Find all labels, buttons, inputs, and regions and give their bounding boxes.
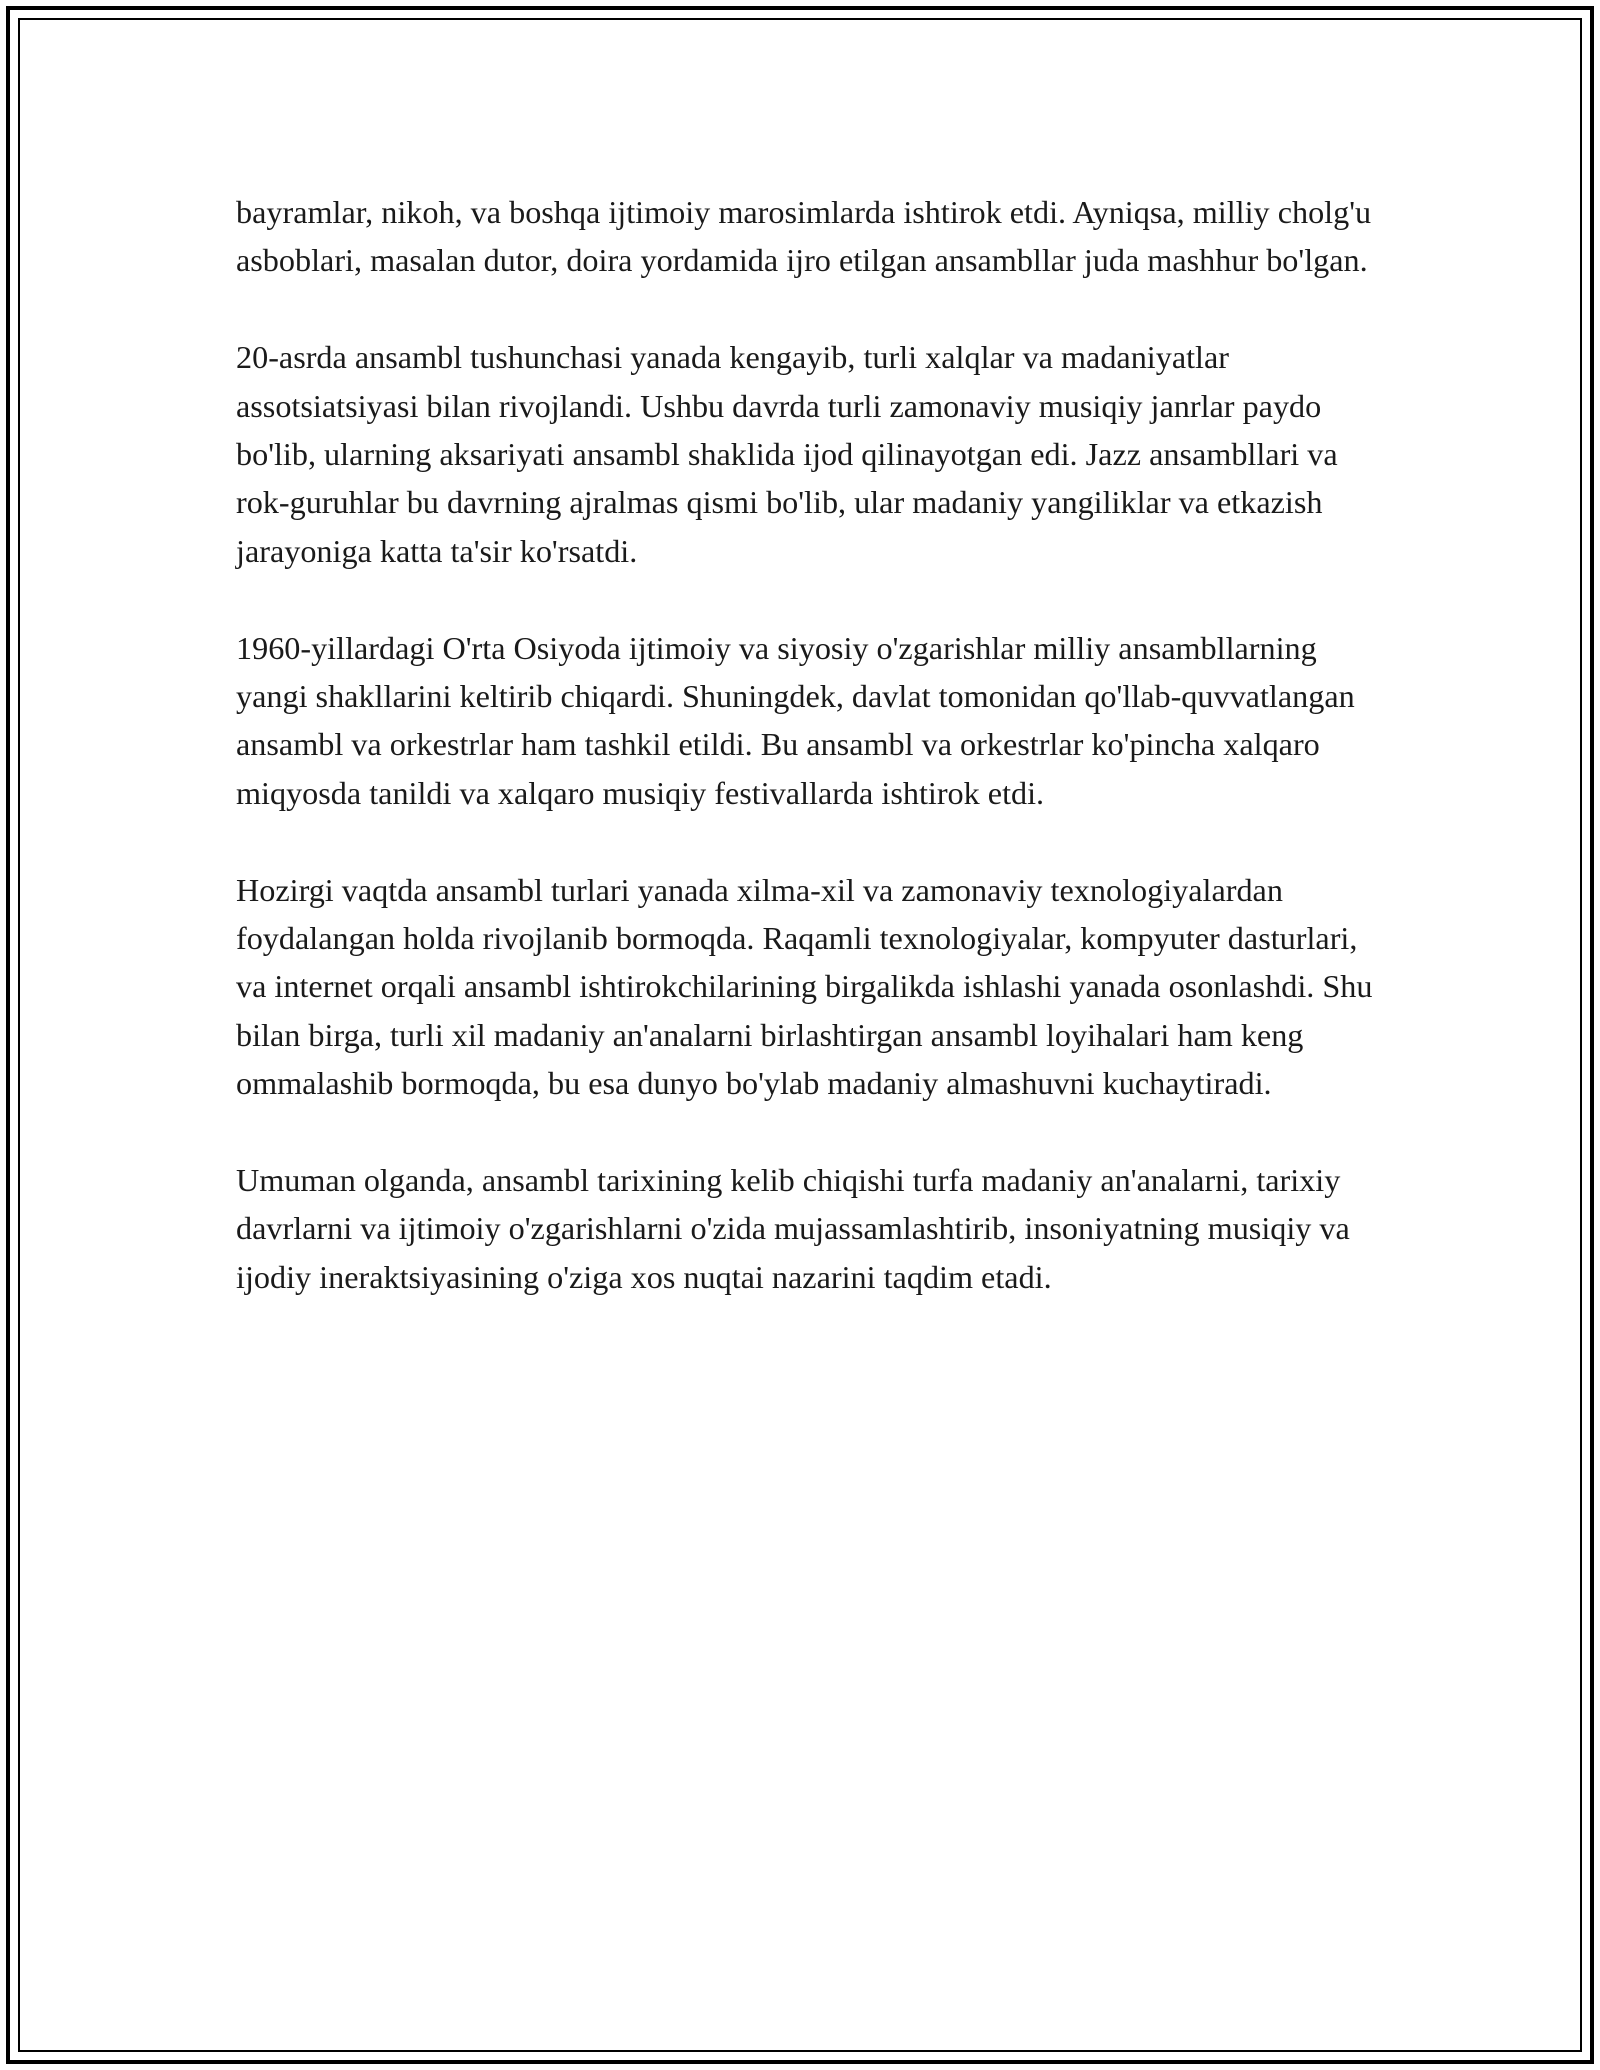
document-body — [236, 188, 1381, 1301]
paragraph-5: Umuman olganda, ansambl tarixining kelib chiqishi turfa madaniy an'analarni, tarixiy davrlarni va ijtimoiy o'zgarishlarni o'zida mujassamlashtirib, insoniyatning musiqiy va ijodiy ineraktsiyasining o'ziga xos nuqtai nazarini taqdim etadi. — [236, 1162, 1350, 1295]
paragraph-4: Hozirgi vaqtda ansambl turlari yanada xilma-xil va zamonaviy texnologiyalardan foydalangan holda rivojlanib bormoqda. Raqamli texnologiyalar, kompyuter dasturlari, va internet orqali ansambl ishtirokchilarining birgalikda ishlashi yanada osonlashdi. Shu bilan birga, turli xil madaniy an'analarni birlashtirgan ansambl loyihalari ham keng ommalashib bormoqda, bu esa dunyo bo'ylab madaniy almashuvni kuchaytiradi. — [236, 871, 1373, 1102]
paragraph-3: 1960-yillardagi O'rta Osiyoda ijtimoiy va siyosiy o'zgarishlar milliy ansambllarning yangi shakllarini keltirib chiqardi. Shuningdek, davlat tomonidan qo'llab-quvvatlangan ansambl va orkestrlar ham tashkil etildi. Bu ansambl va orkestrlar ko'pincha xalqaro miqyosda tanildi va xalqaro musiqiy festivallarda ishtirok etdi. — [236, 629, 1355, 811]
paragraph-1: bayramlar, nikoh, va boshqa ijtimoiy marosimlarda ishtirok etdi. Ayniqsa, milliy cholg'u asboblari, masalan dutor, doira yordamida ijro etilgan ansambllar juda mashhur bo'lgan. — [236, 194, 1372, 279]
paragraph-2: 20-asrda ansambl tushunchasi yanada kengayib, turli xalqlar va madaniyatlar assotsiatsiyasi bilan rivojlandi. Ushbu davrda turli zamonaviy musiqiy janrlar paydo bo'lib, ularning aksariyati ansambl shaklida ijod qilinayotgan edi. Jazz ansambllari va rok-guruhlar bu davrning ajralmas qismi bo'lib, ular madaniy yangiliklar va etkazish jarayoniga katta ta'sir ko'rsatdi. — [236, 339, 1338, 569]
